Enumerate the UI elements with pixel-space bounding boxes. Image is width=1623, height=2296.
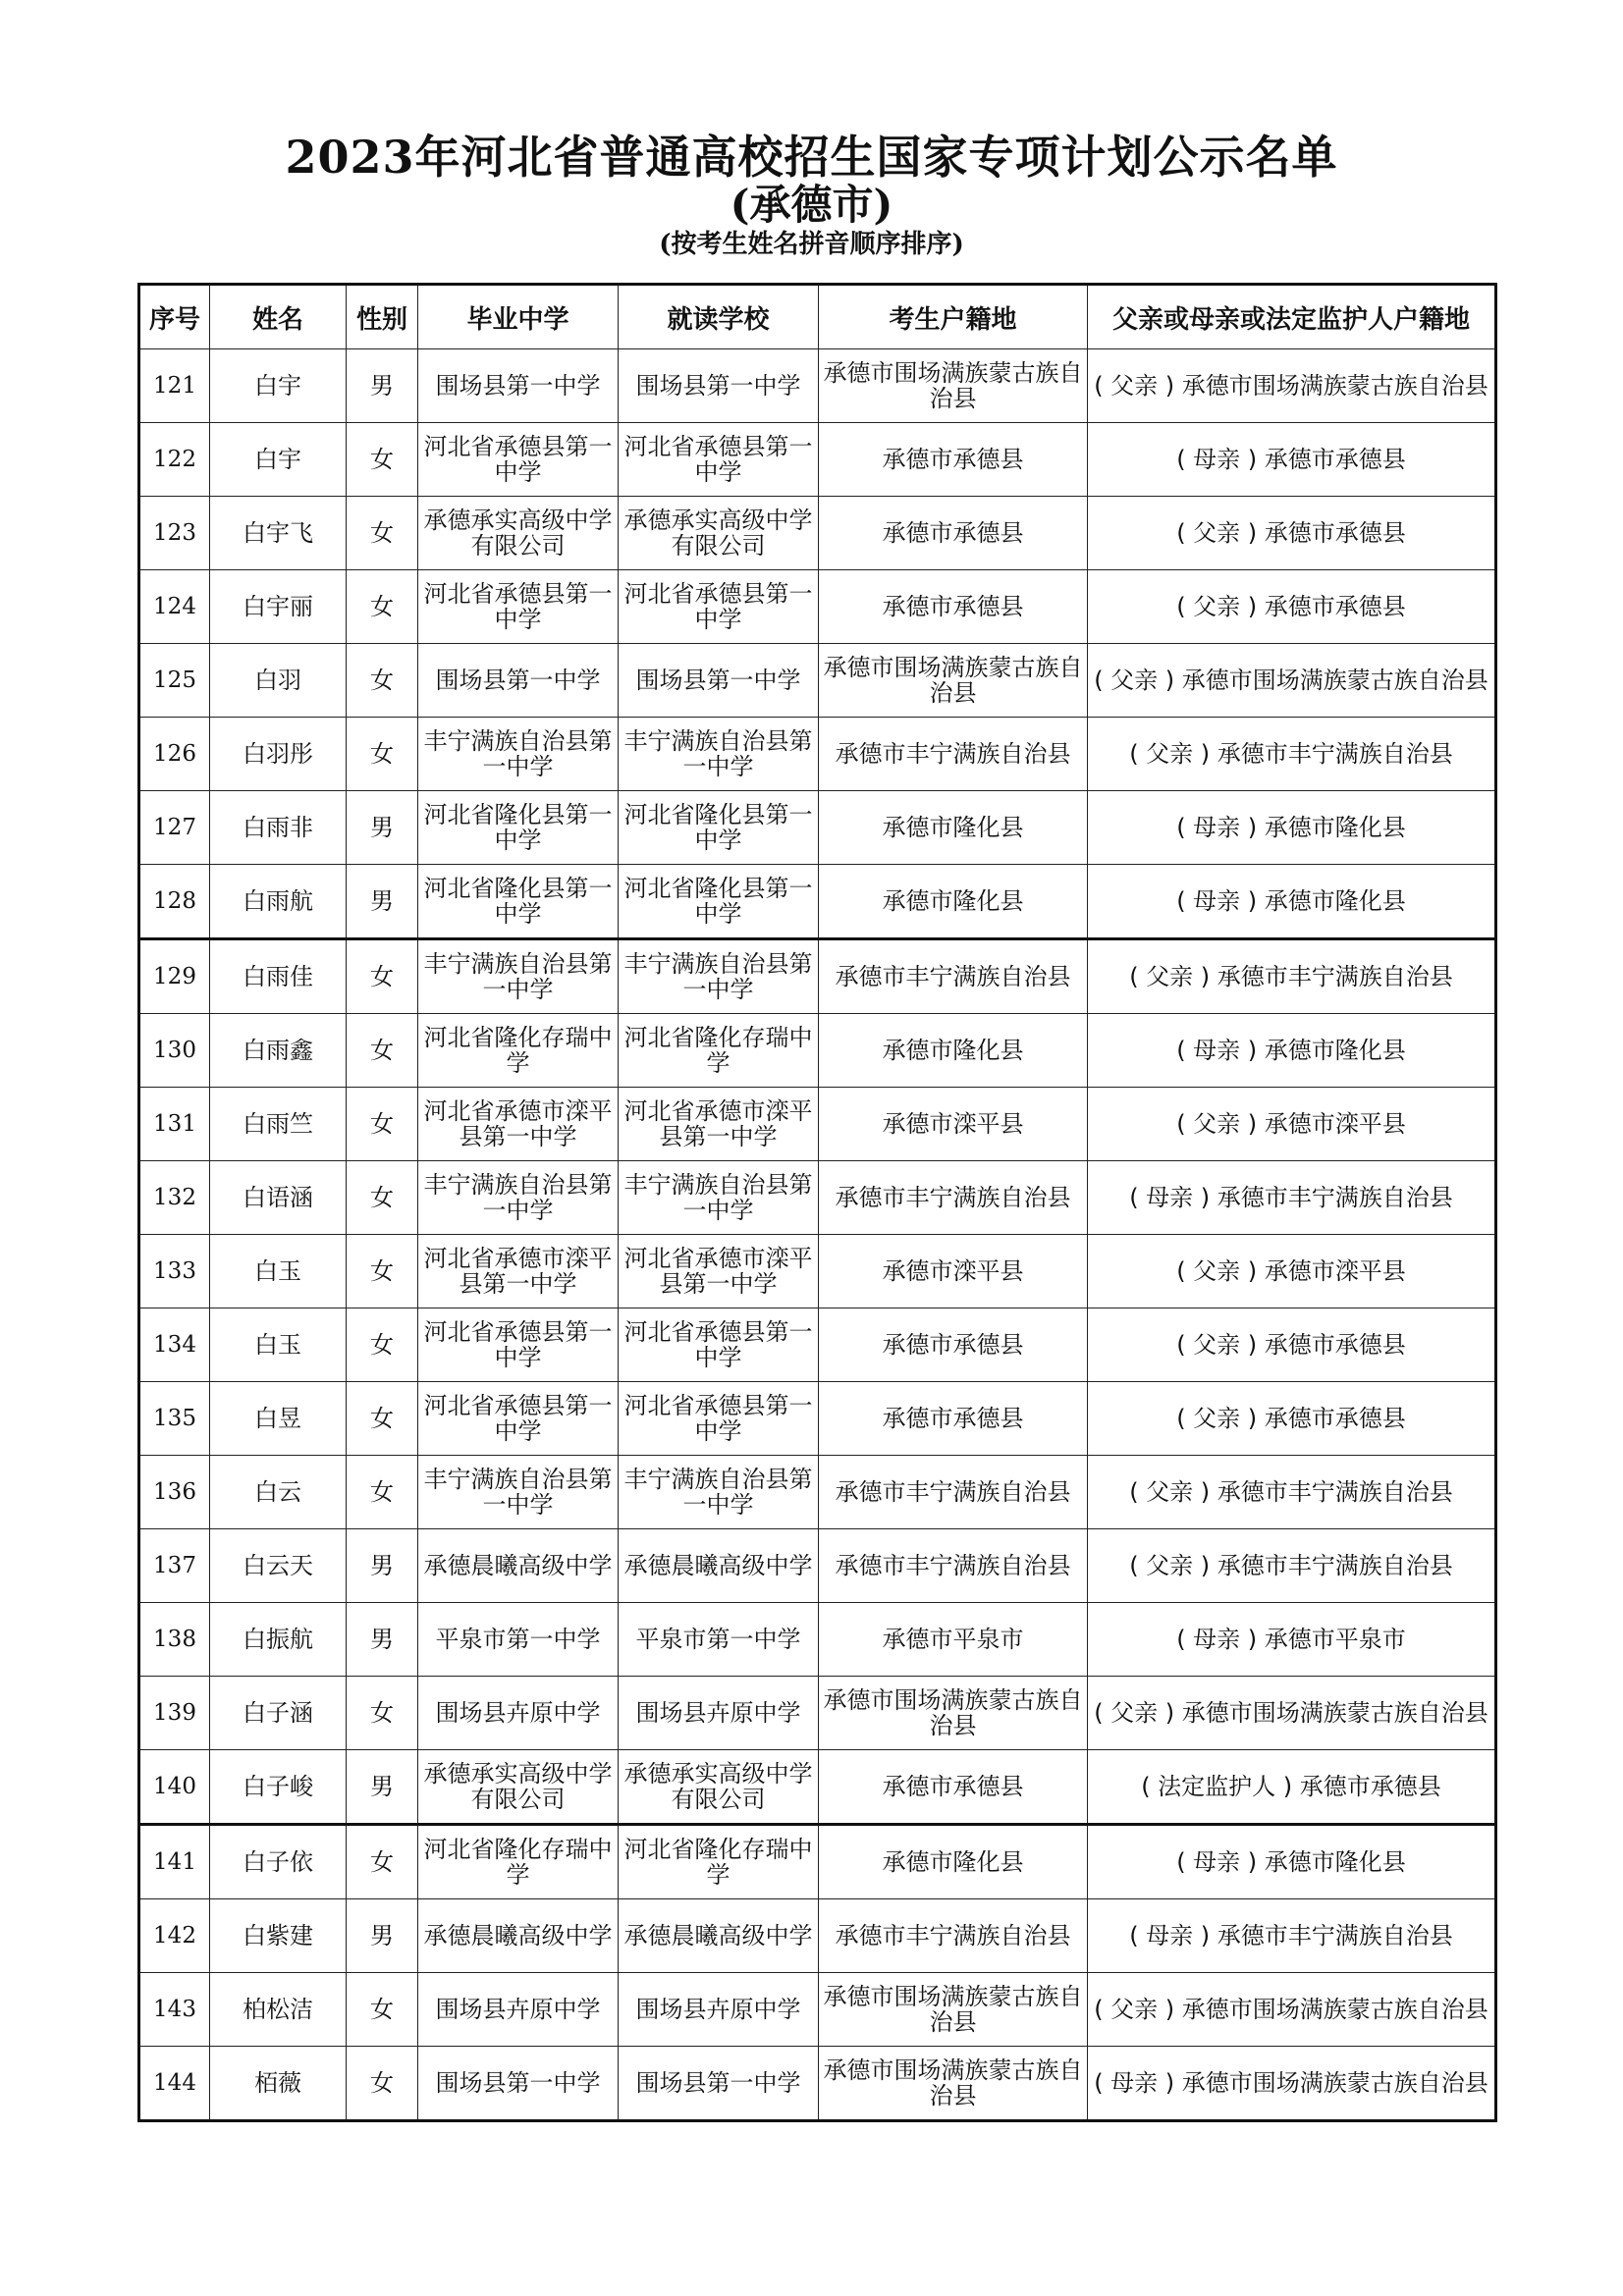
cell-student-residence: 承德市承德县	[819, 570, 1088, 644]
sort-note: (按考生姓名拼音顺序排序)	[659, 230, 964, 259]
cell-gender: 男	[347, 791, 418, 865]
cell-guardian-residence: ( 母亲 ) 承德市丰宁满族自治县	[1088, 1161, 1496, 1235]
cell-graduation-school: 河北省承德市滦平县第一中学	[418, 1235, 619, 1308]
cell-name: 白宇	[210, 423, 347, 497]
cell-guardian-residence: ( 母亲 ) 承德市隆化县	[1088, 791, 1496, 865]
cell-guardian-residence: ( 父亲 ) 承德市丰宁满族自治县	[1088, 1456, 1496, 1529]
cell-guardian-residence: ( 父亲 ) 承德市丰宁满族自治县	[1088, 718, 1496, 791]
cell-student-residence: 承德市承德县	[819, 1750, 1088, 1825]
table-row	[139, 497, 1496, 570]
cell-index: 123	[139, 497, 210, 570]
cell-current-school: 河北省隆化县第一中学	[619, 791, 819, 865]
cell-name: 白宇丽	[210, 570, 347, 644]
header-guardian-residence: 父亲或母亲或法定监护人户籍地	[1088, 285, 1496, 349]
cell-index: 129	[139, 939, 210, 1014]
cell-gender: 男	[347, 1603, 418, 1677]
table-row	[139, 1161, 1496, 1235]
header-name: 姓名	[210, 285, 347, 349]
cell-student-residence: 承德市隆化县	[819, 1825, 1088, 1899]
table-body	[139, 349, 1496, 2121]
cell-current-school: 河北省承德县第一中学	[619, 423, 819, 497]
cell-current-school: 河北省承德市滦平县第一中学	[619, 1235, 819, 1308]
cell-student-residence: 承德市承德县	[819, 497, 1088, 570]
cell-student-residence: 承德市隆化县	[819, 791, 1088, 865]
cell-index: 130	[139, 1014, 210, 1088]
header-gender: 性别	[347, 285, 418, 349]
cell-current-school: 承德承实高级中学有限公司	[619, 497, 819, 570]
cell-index: 132	[139, 1161, 210, 1235]
cell-guardian-residence: ( 父亲 ) 承德市丰宁满族自治县	[1088, 939, 1496, 1014]
table-row	[139, 1456, 1496, 1529]
cell-index: 131	[139, 1088, 210, 1161]
cell-index: 137	[139, 1529, 210, 1603]
cell-guardian-residence: ( 母亲 ) 承德市隆化县	[1088, 1014, 1496, 1088]
cell-graduation-school: 丰宁满族自治县第一中学	[418, 718, 619, 791]
header-index: 序号	[139, 285, 210, 349]
cell-guardian-residence: ( 父亲 ) 承德市承德县	[1088, 497, 1496, 570]
header-current-school: 就读学校	[619, 285, 819, 349]
cell-guardian-residence: ( 母亲 ) 承德市隆化县	[1088, 865, 1496, 939]
cell-index: 127	[139, 791, 210, 865]
cell-gender: 女	[347, 1973, 418, 2047]
cell-graduation-school: 围场县卉原中学	[418, 1973, 619, 2047]
table-row	[139, 1308, 1496, 1382]
cell-name: 白玉	[210, 1308, 347, 1382]
cell-gender: 男	[347, 1529, 418, 1603]
cell-current-school: 围场县第一中学	[619, 2047, 819, 2121]
cell-current-school: 河北省承德县第一中学	[619, 1382, 819, 1456]
cell-gender: 女	[347, 718, 418, 791]
cell-graduation-school: 河北省隆化县第一中学	[418, 865, 619, 939]
cell-name: 白雨航	[210, 865, 347, 939]
cell-guardian-residence: ( 母亲 ) 承德市平泉市	[1088, 1603, 1496, 1677]
table-row	[139, 1088, 1496, 1161]
cell-index: 128	[139, 865, 210, 939]
cell-student-residence: 承德市滦平县	[819, 1088, 1088, 1161]
cell-guardian-residence: ( 父亲 ) 承德市丰宁满族自治县	[1088, 1529, 1496, 1603]
cell-current-school: 丰宁满族自治县第一中学	[619, 1456, 819, 1529]
cell-student-residence: 承德市丰宁满族自治县	[819, 718, 1088, 791]
cell-student-residence: 承德市丰宁满族自治县	[819, 1456, 1088, 1529]
cell-gender: 女	[347, 1382, 418, 1456]
cell-student-residence: 承德市承德县	[819, 1382, 1088, 1456]
cell-gender: 女	[347, 939, 418, 1014]
table-row	[139, 865, 1496, 939]
table-row	[139, 1529, 1496, 1603]
table-row	[139, 1603, 1496, 1677]
header-graduation-school: 毕业中学	[418, 285, 619, 349]
cell-guardian-residence: ( 父亲 ) 承德市滦平县	[1088, 1088, 1496, 1161]
cell-guardian-residence: ( 父亲 ) 承德市承德县	[1088, 1382, 1496, 1456]
cell-index: 142	[139, 1899, 210, 1973]
table-row	[139, 1382, 1496, 1456]
cell-guardian-residence: ( 父亲 ) 承德市围场满族蒙古族自治县	[1088, 1973, 1496, 2047]
cell-gender: 女	[347, 1456, 418, 1529]
cell-guardian-residence: ( 母亲 ) 承德市丰宁满族自治县	[1088, 1899, 1496, 1973]
cell-student-residence: 承德市丰宁满族自治县	[819, 1899, 1088, 1973]
cell-name: 白玉	[210, 1235, 347, 1308]
cell-graduation-school: 丰宁满族自治县第一中学	[418, 939, 619, 1014]
cell-guardian-residence: ( 父亲 ) 承德市滦平县	[1088, 1235, 1496, 1308]
cell-guardian-residence: ( 父亲 ) 承德市承德县	[1088, 570, 1496, 644]
cell-name: 白子涵	[210, 1677, 347, 1750]
cell-current-school: 承德晨曦高级中学	[619, 1899, 819, 1973]
cell-index: 144	[139, 2047, 210, 2121]
cell-gender: 女	[347, 1161, 418, 1235]
cell-index: 141	[139, 1825, 210, 1899]
cell-gender: 女	[347, 423, 418, 497]
cell-current-school: 平泉市第一中学	[619, 1603, 819, 1677]
cell-current-school: 河北省承德县第一中学	[619, 570, 819, 644]
cell-gender: 女	[347, 1677, 418, 1750]
cell-student-residence: 承德市围场满族蒙古族自治县	[819, 2047, 1088, 2121]
cell-current-school: 丰宁满族自治县第一中学	[619, 939, 819, 1014]
table-row	[139, 349, 1496, 423]
cell-graduation-school: 丰宁满族自治县第一中学	[418, 1161, 619, 1235]
cell-index: 143	[139, 1973, 210, 2047]
cell-gender: 女	[347, 2047, 418, 2121]
cell-index: 125	[139, 644, 210, 718]
table-row	[139, 1825, 1496, 1899]
cell-graduation-school: 平泉市第一中学	[418, 1603, 619, 1677]
table-row	[139, 1014, 1496, 1088]
document-subtitle: (承德市)	[730, 181, 893, 229]
cell-name: 柏松洁	[210, 1973, 347, 2047]
cell-student-residence: 承德市平泉市	[819, 1603, 1088, 1677]
cell-graduation-school: 河北省承德县第一中学	[418, 1308, 619, 1382]
cell-graduation-school: 承德承实高级中学有限公司	[418, 497, 619, 570]
cell-graduation-school: 承德晨曦高级中学	[418, 1899, 619, 1973]
cell-index: 138	[139, 1603, 210, 1677]
cell-name: 白雨鑫	[210, 1014, 347, 1088]
cell-current-school: 围场县卉原中学	[619, 1973, 819, 2047]
cell-gender: 女	[347, 1308, 418, 1382]
cell-gender: 女	[347, 1235, 418, 1308]
cell-graduation-school: 承德承实高级中学有限公司	[418, 1750, 619, 1825]
cell-guardian-residence: ( 父亲 ) 承德市承德县	[1088, 1308, 1496, 1382]
document-title: 2023年河北省普通高校招生国家专项计划公示名单	[285, 131, 1338, 184]
cell-name: 白云	[210, 1456, 347, 1529]
cell-index: 121	[139, 349, 210, 423]
table-row	[139, 1973, 1496, 2047]
table-row	[139, 1235, 1496, 1308]
cell-graduation-school: 河北省承德县第一中学	[418, 1382, 619, 1456]
cell-gender: 女	[347, 644, 418, 718]
cell-current-school: 河北省承德市滦平县第一中学	[619, 1088, 819, 1161]
cell-graduation-school: 河北省隆化县第一中学	[418, 791, 619, 865]
cell-index: 140	[139, 1750, 210, 1825]
cell-graduation-school: 承德晨曦高级中学	[418, 1529, 619, 1603]
cell-graduation-school: 河北省隆化存瑞中学	[418, 1825, 619, 1899]
cell-guardian-residence: ( 母亲 ) 承德市隆化县	[1088, 1825, 1496, 1899]
table-row	[139, 570, 1496, 644]
cell-graduation-school: 围场县卉原中学	[418, 1677, 619, 1750]
cell-current-school: 承德晨曦高级中学	[619, 1529, 819, 1603]
table-row	[139, 718, 1496, 791]
cell-gender: 女	[347, 1014, 418, 1088]
cell-current-school: 河北省隆化存瑞中学	[619, 1014, 819, 1088]
cell-current-school: 围场县第一中学	[619, 644, 819, 718]
cell-student-residence: 承德市隆化县	[819, 865, 1088, 939]
cell-name: 白子峻	[210, 1750, 347, 1825]
table-row	[139, 1750, 1496, 1825]
table-row	[139, 791, 1496, 865]
cell-student-residence: 承德市承德县	[819, 423, 1088, 497]
header-student-residence: 考生户籍地	[819, 285, 1088, 349]
cell-index: 124	[139, 570, 210, 644]
cell-index: 136	[139, 1456, 210, 1529]
cell-name: 白羽	[210, 644, 347, 718]
cell-graduation-school: 河北省承德县第一中学	[418, 570, 619, 644]
cell-student-residence: 承德市丰宁满族自治县	[819, 939, 1088, 1014]
cell-graduation-school: 围场县第一中学	[418, 644, 619, 718]
cell-current-school: 河北省隆化县第一中学	[619, 865, 819, 939]
cell-guardian-residence: ( 母亲 ) 承德市承德县	[1088, 423, 1496, 497]
table-row	[139, 1899, 1496, 1973]
cell-graduation-school: 围场县第一中学	[418, 349, 619, 423]
cell-gender: 女	[347, 1088, 418, 1161]
cell-graduation-school: 丰宁满族自治县第一中学	[418, 1456, 619, 1529]
cell-graduation-school: 河北省承德市滦平县第一中学	[418, 1088, 619, 1161]
cell-student-residence: 承德市围场满族蒙古族自治县	[819, 349, 1088, 423]
cell-index: 134	[139, 1308, 210, 1382]
cell-name: 栢薇	[210, 2047, 347, 2121]
cell-index: 135	[139, 1382, 210, 1456]
cell-name: 白宇飞	[210, 497, 347, 570]
cell-gender: 男	[347, 349, 418, 423]
cell-student-residence: 承德市丰宁满族自治县	[819, 1161, 1088, 1235]
table-header-row	[139, 285, 1496, 349]
cell-current-school: 丰宁满族自治县第一中学	[619, 718, 819, 791]
cell-student-residence: 承德市围场满族蒙古族自治县	[819, 644, 1088, 718]
cell-gender: 女	[347, 497, 418, 570]
cell-student-residence: 承德市承德县	[819, 1308, 1088, 1382]
cell-name: 白振航	[210, 1603, 347, 1677]
cell-name: 白羽彤	[210, 718, 347, 791]
cell-name: 白雨竺	[210, 1088, 347, 1161]
cell-name: 白宇	[210, 349, 347, 423]
cell-index: 122	[139, 423, 210, 497]
cell-name: 白语涵	[210, 1161, 347, 1235]
cell-guardian-residence: ( 父亲 ) 承德市围场满族蒙古族自治县	[1088, 644, 1496, 718]
cell-current-school: 围场县第一中学	[619, 349, 819, 423]
cell-name: 白昱	[210, 1382, 347, 1456]
cell-guardian-residence: ( 父亲 ) 承德市围场满族蒙古族自治县	[1088, 1677, 1496, 1750]
cell-name: 白雨佳	[210, 939, 347, 1014]
cell-guardian-residence: ( 母亲 ) 承德市围场满族蒙古族自治县	[1088, 2047, 1496, 2121]
cell-index: 139	[139, 1677, 210, 1750]
cell-student-residence: 承德市隆化县	[819, 1014, 1088, 1088]
cell-graduation-school: 河北省隆化存瑞中学	[418, 1014, 619, 1088]
cell-gender: 女	[347, 570, 418, 644]
cell-current-school: 承德承实高级中学有限公司	[619, 1750, 819, 1825]
cell-student-residence: 承德市围场满族蒙古族自治县	[819, 1973, 1088, 2047]
cell-current-school: 河北省隆化存瑞中学	[619, 1825, 819, 1899]
table-row	[139, 644, 1496, 718]
cell-guardian-residence: ( 法定监护人 ) 承德市承德县	[1088, 1750, 1496, 1825]
cell-student-residence: 承德市滦平县	[819, 1235, 1088, 1308]
cell-current-school: 丰宁满族自治县第一中学	[619, 1161, 819, 1235]
cell-current-school: 河北省承德县第一中学	[619, 1308, 819, 1382]
cell-guardian-residence: ( 父亲 ) 承德市围场满族蒙古族自治县	[1088, 349, 1496, 423]
cell-gender: 女	[347, 1825, 418, 1899]
cell-student-residence: 承德市丰宁满族自治县	[819, 1529, 1088, 1603]
cell-name: 白雨非	[210, 791, 347, 865]
cell-name: 白紫建	[210, 1899, 347, 1973]
cell-gender: 男	[347, 865, 418, 939]
cell-name: 白子依	[210, 1825, 347, 1899]
cell-index: 133	[139, 1235, 210, 1308]
table-row	[139, 2047, 1496, 2121]
cell-gender: 男	[347, 1899, 418, 1973]
cell-index: 126	[139, 718, 210, 791]
cell-gender: 男	[347, 1750, 418, 1825]
table-row	[139, 939, 1496, 1014]
cell-student-residence: 承德市围场满族蒙古族自治县	[819, 1677, 1088, 1750]
cell-graduation-school: 围场县第一中学	[418, 2047, 619, 2121]
cell-graduation-school: 河北省承德县第一中学	[418, 423, 619, 497]
table-row	[139, 1677, 1496, 1750]
roster-table	[137, 283, 1497, 2122]
table-row	[139, 423, 1496, 497]
cell-current-school: 围场县卉原中学	[619, 1677, 819, 1750]
cell-name: 白云天	[210, 1529, 347, 1603]
